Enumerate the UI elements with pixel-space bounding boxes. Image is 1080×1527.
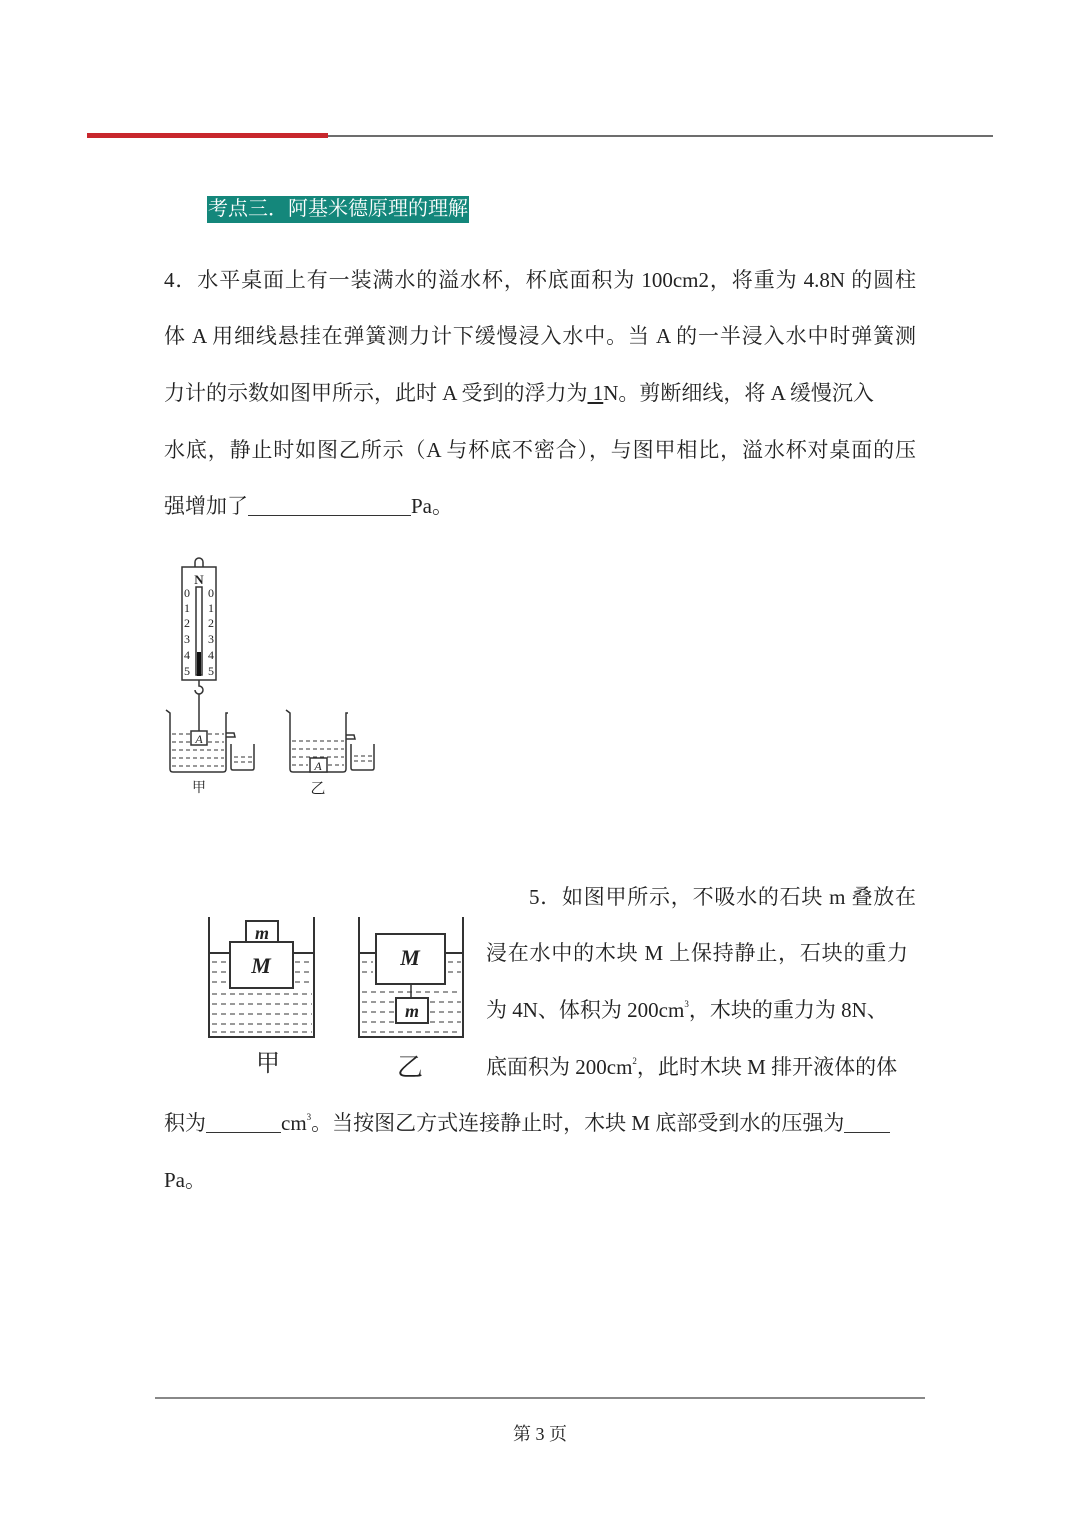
section-heading: 考点三．阿基米德原理的理解 — [207, 196, 469, 223]
q5-line-2: 浸在水中的木块 M 上保持静止，石块的重力 — [486, 941, 908, 965]
scale-mark-right: 1 — [208, 601, 214, 615]
scale-unit-label: N — [194, 572, 204, 587]
q4-answer-buoyancy: 1 — [587, 381, 604, 405]
figure-label-jia: 甲 — [192, 781, 206, 796]
figure-label-jia: 甲 — [256, 1051, 280, 1077]
footer-rule — [155, 1397, 925, 1399]
q4-line-2: 体 A 用细线悬挂在弹簧测力计下缓慢浸入水中。当 A 的一半浸入水中时弹簧测 — [164, 324, 916, 348]
header-rule — [328, 135, 993, 137]
scale-mark-left: 3 — [184, 632, 190, 646]
scale-pointer — [197, 652, 201, 676]
q4-line-3-text-end: N。剪断细线，将 A 缓慢沉入 — [603, 381, 874, 405]
q5-line-3-text-end: ，木块的重力为 8N、 — [688, 998, 888, 1022]
page-number: 第 3 页 — [513, 1424, 567, 1444]
scale-mark-right: 4 — [208, 648, 214, 662]
figure-label-yi: 乙 — [310, 781, 326, 797]
q5-line-4-text-end: ，此时木块 M 排开液体的体 — [636, 1055, 898, 1079]
scale-mark-right: 0 — [208, 586, 214, 600]
superscript: 3 — [306, 1112, 312, 1122]
q4-line-5-unit: Pa。 — [411, 494, 453, 518]
q5-unit: cm — [281, 1111, 307, 1135]
scale-hook — [195, 680, 203, 694]
q4-line-5 — [164, 491, 453, 521]
scale-mark-right: 5 — [208, 664, 214, 678]
overflow-cup-yi — [351, 744, 374, 770]
q5-line-3 — [486, 995, 888, 1025]
q5-line-3-text: 为 4N、体积为 200cm — [486, 998, 685, 1022]
scale-mark-left: 4 — [184, 648, 190, 662]
scale-mark-right: 2 — [208, 616, 214, 630]
q5-line-6: Pa。 — [164, 1168, 206, 1192]
q4-line-3 — [164, 378, 916, 408]
figure-label-yi: 乙 — [396, 1053, 424, 1082]
q5-line-4 — [486, 1052, 897, 1082]
q4-line-4: 水底，静止时如图乙所示（A 与杯底不密合），与图甲相比，溢水杯对桌面的压 — [164, 438, 916, 462]
wood-label: M — [400, 945, 420, 970]
scale-mark-left: 5 — [184, 664, 190, 678]
scale-mark-left: 0 — [184, 586, 190, 600]
scale-mark-left: 1 — [184, 601, 190, 615]
q4-line-5-text: 强增加了 — [164, 494, 248, 518]
q5-line-5 — [164, 1108, 890, 1138]
q4-answer-blank[interactable] — [248, 493, 411, 516]
block-a-label: A — [314, 759, 322, 773]
q5-line-4-text: 底面积为 200cm — [486, 1055, 633, 1079]
q5-line-1: 5．如图甲所示，不吸水的石块 m 叠放在 — [529, 885, 916, 909]
block-a-label: A — [195, 732, 203, 746]
scale-ring — [195, 558, 203, 567]
wood-label: M — [251, 953, 271, 978]
scale-mark-left: 2 — [184, 616, 190, 630]
stone-label: m — [404, 1001, 420, 1021]
q4-line-1: 4．水平桌面上有一装满水的溢水杯，杯底面积为 100cm2，将重为 4.8N 的圆柱 — [164, 268, 916, 292]
q5-answer-pressure-blank[interactable] — [844, 1110, 890, 1133]
q5-line-5-text-end: 。当按图乙方式连接静止时，木块 M 底部受到水的压强为 — [311, 1111, 845, 1135]
q5-line-5-text: 积为 — [164, 1111, 206, 1135]
header-rule-accent — [87, 133, 328, 138]
superscript: 3 — [684, 999, 689, 1009]
superscript: 2 — [632, 1056, 637, 1066]
q4-figure — [160, 550, 390, 800]
q5-answer-volume-blank[interactable] — [206, 1110, 281, 1133]
scale-mark-right: 3 — [208, 632, 214, 646]
q5-figure — [200, 905, 480, 1085]
stone-label: m — [254, 923, 270, 943]
q4-line-3-text: 力计的示数如图甲所示，此时 A 受到的浮力为 — [164, 381, 588, 405]
